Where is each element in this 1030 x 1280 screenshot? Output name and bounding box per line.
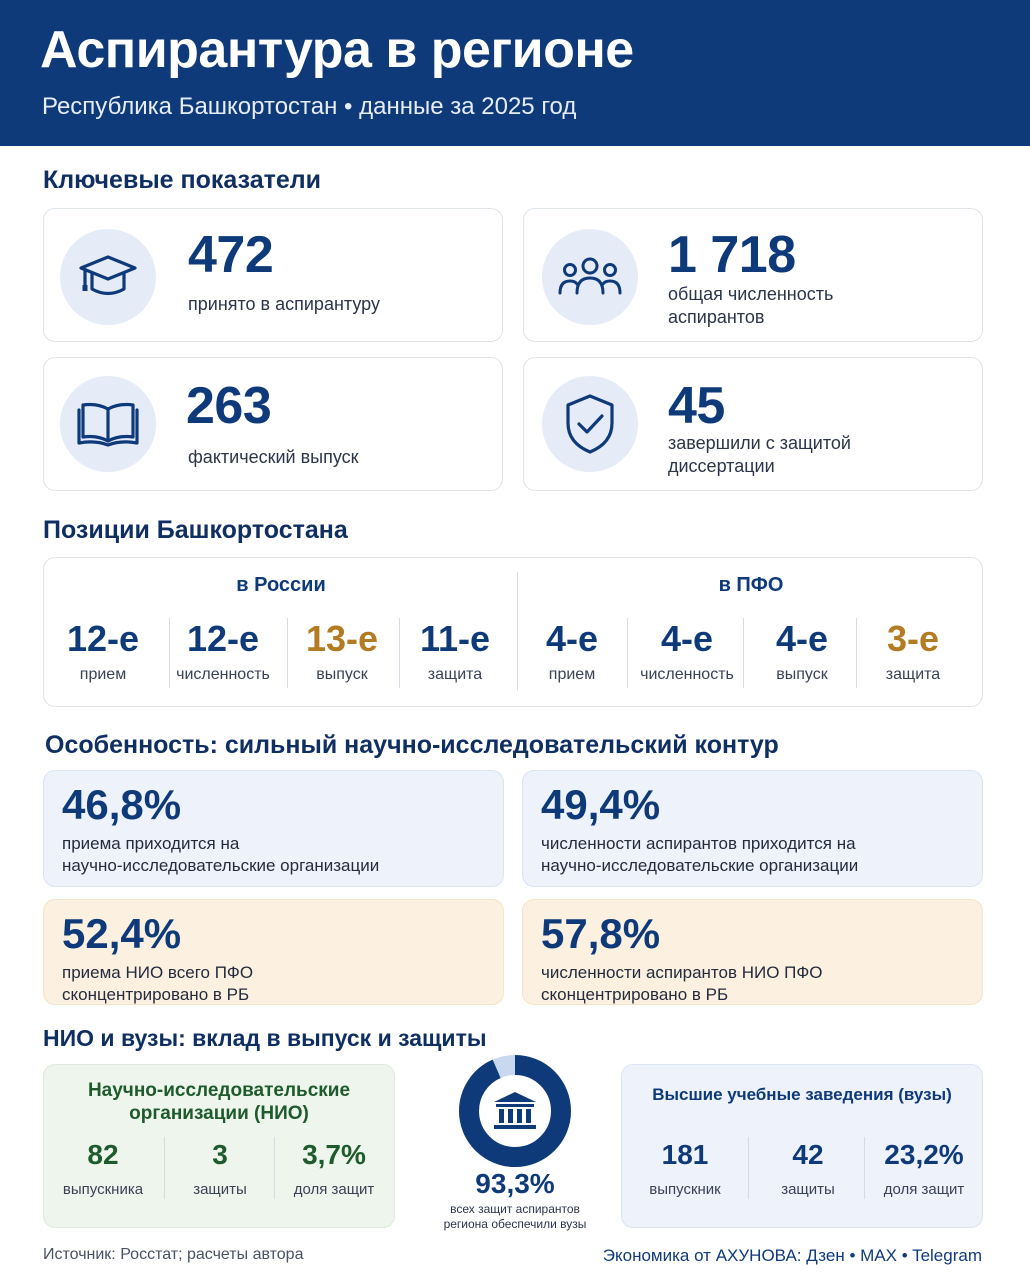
rank-pfo-graduates bbox=[745, 618, 859, 684]
rank-label: численность bbox=[176, 666, 270, 683]
rank-label: прием bbox=[79, 666, 127, 683]
stat-divider bbox=[748, 1137, 749, 1199]
vuz-stat-defenses bbox=[754, 1139, 862, 1198]
positions-pfo-title: в ПФО bbox=[718, 574, 784, 596]
donut-caption-line1: всех защит аспирантов bbox=[450, 1202, 580, 1216]
kpi-defended-label-line1: завершили с защитой bbox=[668, 433, 851, 453]
feature-value: 57,8% bbox=[541, 910, 661, 957]
kpi-total-label-line1: общая численность bbox=[668, 284, 834, 304]
rank-value: 4-е bbox=[660, 618, 714, 659]
university-building-icon bbox=[494, 1092, 536, 1129]
nio-title-line1: Научно-исследовательские bbox=[87, 1080, 351, 1101]
stat-value: 181 bbox=[661, 1139, 709, 1170]
rank-value: 12-е bbox=[66, 618, 140, 659]
stat-divider bbox=[864, 1137, 865, 1199]
rank-pfo-size bbox=[630, 618, 744, 684]
shield-check-icon bbox=[542, 376, 638, 472]
kpi-total-label bbox=[668, 283, 833, 329]
kpi-admitted-value: 472 bbox=[188, 226, 274, 284]
feature-card-admission-pfo bbox=[43, 899, 504, 1005]
page-title: Аспирантура в регионе bbox=[40, 21, 634, 79]
positions-card bbox=[43, 557, 983, 707]
donut-arc bbox=[469, 1065, 561, 1157]
rank-label: численность bbox=[640, 666, 734, 683]
stat-value: 3 bbox=[212, 1139, 228, 1170]
rank-label: выпуск bbox=[316, 666, 368, 683]
rank-label: защита bbox=[885, 666, 941, 683]
kpi-total-label-line2: аспирантов bbox=[668, 307, 765, 327]
kpi-graduates-value: 263 bbox=[186, 377, 272, 435]
rank-russia-defense bbox=[398, 618, 512, 684]
stat-divider bbox=[274, 1137, 275, 1199]
donut-caption bbox=[410, 1202, 620, 1232]
rank-value: 13-е bbox=[305, 618, 379, 659]
feature-text-line2: научно-исследовательские организации bbox=[541, 856, 859, 875]
kpi-defended-label bbox=[668, 432, 851, 478]
feature-value: 52,4% bbox=[62, 910, 182, 957]
kpi-card-defended bbox=[523, 357, 983, 491]
kpi-graduates-label: фактический выпуск bbox=[188, 447, 359, 467]
stat-label: защиты bbox=[781, 1181, 835, 1198]
nio-stat-graduates bbox=[50, 1139, 156, 1198]
feature-text bbox=[62, 833, 379, 877]
rank-russia-admission bbox=[46, 618, 160, 684]
rank-label: прием bbox=[548, 666, 596, 683]
feature-card-admission-nio bbox=[43, 770, 504, 887]
stat-label: выпускник bbox=[649, 1181, 721, 1198]
section-title-positions: Позиции Башкортостана bbox=[43, 516, 348, 544]
open-book-icon bbox=[60, 376, 156, 472]
donut-value: 93,3% bbox=[475, 1168, 555, 1199]
graduation-cap-icon bbox=[60, 229, 156, 325]
nio-title bbox=[44, 1079, 394, 1125]
nio-title-line2: организации (НИО) bbox=[129, 1103, 309, 1124]
defense-share-donut bbox=[458, 1054, 572, 1168]
feature-text bbox=[62, 962, 253, 1006]
stat-value: 23,2% bbox=[884, 1139, 964, 1170]
donut-caption-line2: региона обеспечили вузы bbox=[443, 1217, 587, 1231]
brand-links[interactable]: Экономика от АХУНОВА: Дзен • MAX • Telegram bbox=[602, 1246, 982, 1265]
rank-pfo-admission bbox=[515, 618, 629, 684]
section-title-kpi: Ключевые показатели bbox=[43, 166, 322, 194]
kpi-card-admitted bbox=[43, 208, 503, 342]
positions-russia-title: в России bbox=[236, 574, 326, 596]
rank-value: 4-е bbox=[775, 618, 829, 659]
rank-russia-size bbox=[166, 618, 280, 684]
rank-value: 12-е bbox=[186, 618, 260, 659]
feature-card-size-pfo bbox=[522, 899, 983, 1005]
stat-divider bbox=[164, 1137, 165, 1199]
feature-text-line2: сконцентрировано в РБ bbox=[62, 985, 250, 1004]
feature-text-line1: приема НИО всего ПФО bbox=[62, 963, 254, 982]
kpi-admitted-label: принято в аспирантуру bbox=[188, 294, 380, 314]
kpi-card-graduates bbox=[43, 357, 503, 491]
rank-divider bbox=[743, 618, 744, 688]
stat-label: защиты bbox=[193, 1181, 247, 1198]
section-title-split: НИО и вузы: вклад в выпуск и защиты bbox=[43, 1025, 487, 1051]
source-note: Источник: Росстат; расчеты автора bbox=[43, 1246, 304, 1263]
header-banner bbox=[0, 0, 1030, 146]
rank-russia-graduates bbox=[285, 618, 399, 684]
vuz-title: Высшие учебные заведения (вузы) bbox=[652, 1085, 952, 1104]
vuz-stat-share bbox=[868, 1139, 980, 1198]
nio-stat-defenses bbox=[168, 1139, 272, 1198]
nio-stat-share bbox=[278, 1139, 390, 1198]
page-subtitle: Республика Башкортостан • данные за 2025 год bbox=[42, 93, 577, 120]
feature-text-line1: численности аспирантов приходится на bbox=[541, 834, 856, 853]
rank-divider bbox=[627, 618, 628, 688]
rank-value: 4-е bbox=[545, 618, 599, 659]
stat-value: 42 bbox=[792, 1139, 824, 1170]
kpi-defended-value: 45 bbox=[668, 377, 725, 435]
feature-value: 46,8% bbox=[62, 781, 182, 828]
feature-text bbox=[541, 962, 823, 1006]
feature-text bbox=[541, 833, 858, 877]
vuz-stat-graduates bbox=[630, 1139, 740, 1198]
feature-value: 49,4% bbox=[541, 781, 661, 828]
kpi-card-total bbox=[523, 208, 983, 342]
nio-box bbox=[43, 1064, 395, 1228]
kpi-total-value: 1 718 bbox=[668, 226, 796, 284]
stat-value: 3,7% bbox=[302, 1139, 366, 1170]
vuz-box bbox=[621, 1064, 983, 1228]
feature-text-line1: приема приходится на bbox=[62, 834, 240, 853]
section-title-feature: Особенность: сильный научно-исследовательский контур bbox=[45, 731, 779, 759]
rank-value: 3-е bbox=[886, 618, 940, 659]
rank-pfo-defense bbox=[856, 618, 970, 684]
rank-label: защита bbox=[427, 666, 483, 683]
stat-label: доля защит bbox=[293, 1181, 375, 1198]
rank-label: выпуск bbox=[776, 666, 828, 683]
feature-text-line2: сконцентрировано в РБ bbox=[541, 985, 729, 1004]
stat-value: 82 bbox=[87, 1139, 119, 1170]
feature-text-line1: численности аспирантов НИО ПФО bbox=[541, 963, 823, 982]
stat-label: выпускника bbox=[62, 1181, 144, 1198]
feature-text-line2: научно-исследовательские организации bbox=[62, 856, 380, 875]
people-group-icon bbox=[542, 229, 638, 325]
feature-card-size-nio bbox=[522, 770, 983, 887]
stat-label: доля защит bbox=[883, 1181, 965, 1198]
rank-value: 11-е bbox=[419, 618, 491, 659]
kpi-defended-label-line2: диссертации bbox=[668, 456, 775, 476]
